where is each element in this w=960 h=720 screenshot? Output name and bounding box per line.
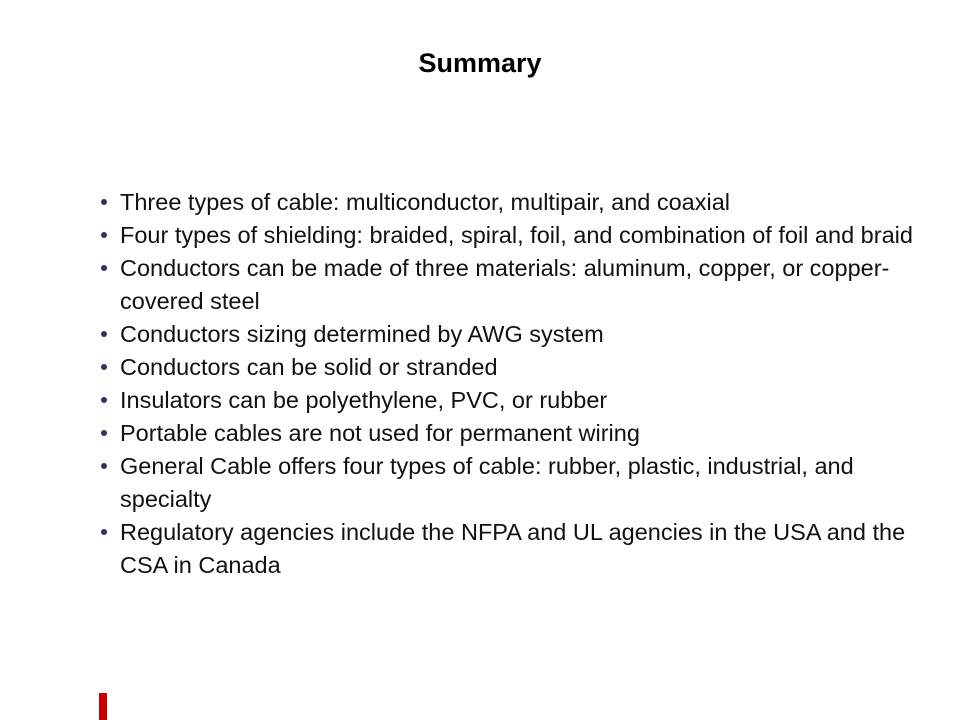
list-item-text: Portable cables are not used for permanent wiring xyxy=(120,420,640,446)
list-item xyxy=(100,318,922,351)
list-item-text: Regulatory agencies include the NFPA and UL agencies in the USA and the CSA in Canada xyxy=(120,519,906,578)
bullet-dot-icon xyxy=(101,397,107,403)
bullet-dot-icon xyxy=(101,529,107,535)
list-item xyxy=(100,450,922,516)
list-item xyxy=(100,516,922,582)
accent-bar xyxy=(99,693,107,720)
bullet-dot-icon xyxy=(101,199,107,205)
list-item xyxy=(100,351,922,384)
list-item xyxy=(100,186,922,219)
bullet-dot-icon xyxy=(101,331,107,337)
bullet-dot-icon xyxy=(101,364,107,370)
list-item-text: Insulators can be polyethylene, PVC, or rubber xyxy=(120,387,608,413)
list-item xyxy=(100,417,922,450)
bullet-dot-icon xyxy=(101,265,107,271)
list-item xyxy=(100,219,922,252)
list-item-text: Conductors sizing determined by AWG system xyxy=(120,321,604,347)
list-item xyxy=(100,252,922,318)
list-item-text: Three types of cable: multiconductor, multipair, and coaxial xyxy=(120,189,731,215)
bullet-dot-icon xyxy=(101,232,107,238)
list-item xyxy=(100,384,922,417)
list-item-text: Four types of shielding: braided, spiral, foil, and combination of foil and braid xyxy=(120,222,913,248)
list-item-text: General Cable offers four types of cable: rubber, plastic, industrial, and specialty xyxy=(120,453,854,512)
page-title: Summary xyxy=(418,48,542,78)
bullet-dot-icon xyxy=(101,430,107,436)
bullet-dot-icon xyxy=(101,463,107,469)
bullet-list xyxy=(100,186,922,582)
list-item-text: Conductors can be solid or stranded xyxy=(120,354,498,380)
list-item-text: Conductors can be made of three materials: aluminum, copper, or copper-covered steel xyxy=(120,255,890,314)
